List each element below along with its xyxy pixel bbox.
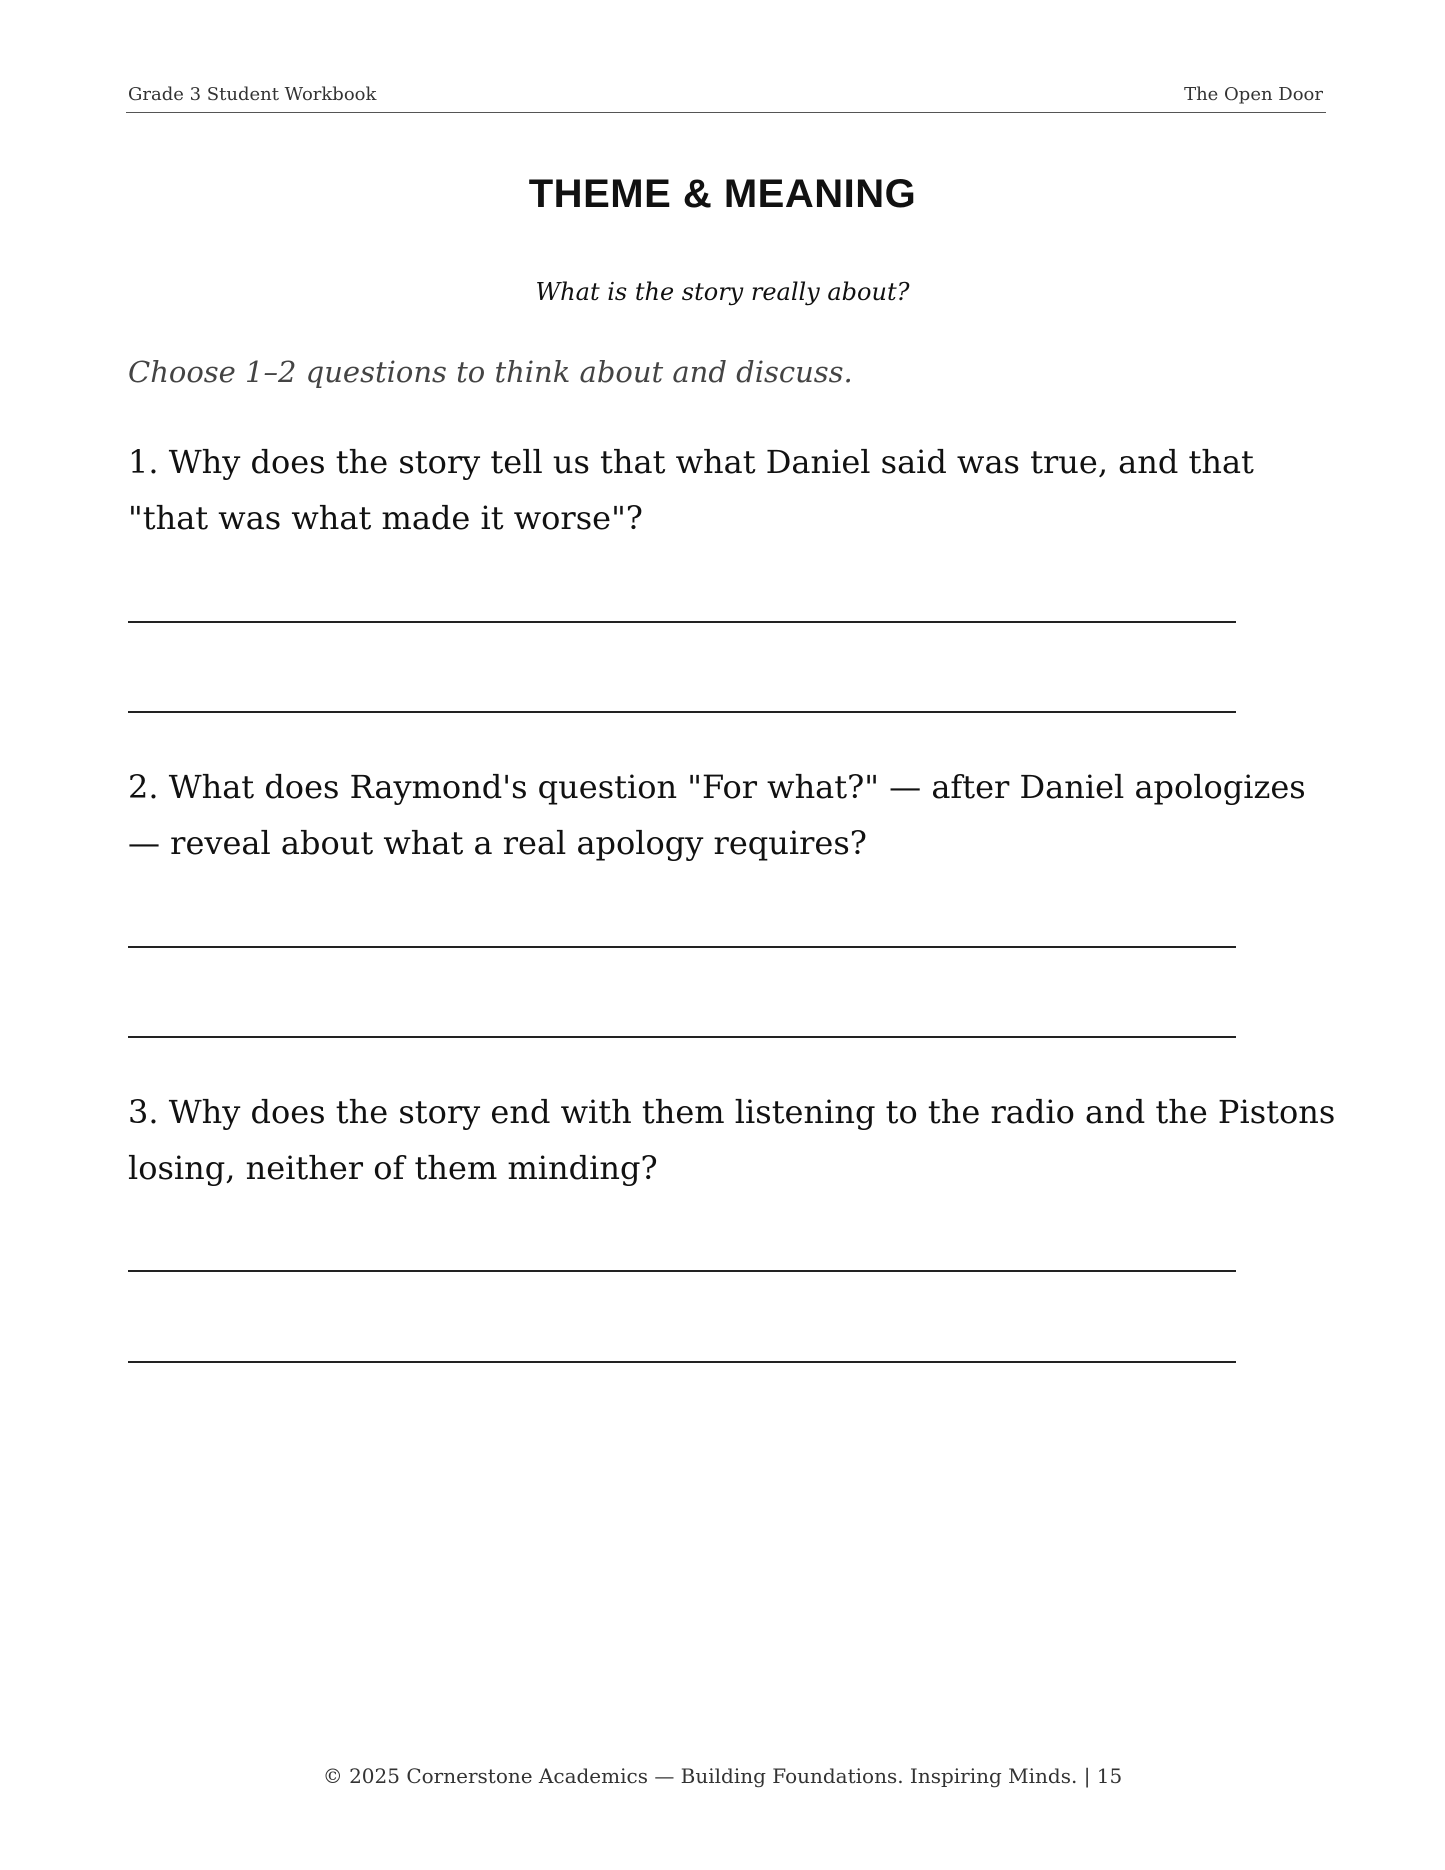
question-3: 3. Why does the story end with them listening to the radio and the Pistons losing, neither of them minding? [128,1093,1336,1187]
answer-line-1a[interactable] [128,621,1236,623]
running-header [126,84,1326,113]
header-story-title: The Open Door [1184,84,1323,105]
answer-line-2b[interactable] [128,1036,1236,1038]
instruction-text: Choose 1–2 questions to think about and discuss. [128,355,853,389]
header-workbook-title: Grade 3 Student Workbook [128,84,377,105]
answer-line-1b[interactable] [128,711,1236,713]
answer-line-2a[interactable] [128,946,1236,948]
page-title: THEME & MEANING [528,172,917,216]
question-1: 1. Why does the story tell us that what Daniel said was true, and that "that was what made it worse"? [128,443,1254,537]
page-footer: © 2025 Cornerstone Academics — Building Foundations. Inspiring Minds. | 15 [322,1764,1123,1788]
answer-line-3a[interactable] [128,1270,1236,1272]
question-2: 2. What does Raymond's question "For what?" — after Daniel apologizes — reveal about what a real apology requires? [128,768,1306,862]
page-subtitle: What is the story really about? [535,278,910,306]
answer-line-3b[interactable] [128,1361,1236,1363]
